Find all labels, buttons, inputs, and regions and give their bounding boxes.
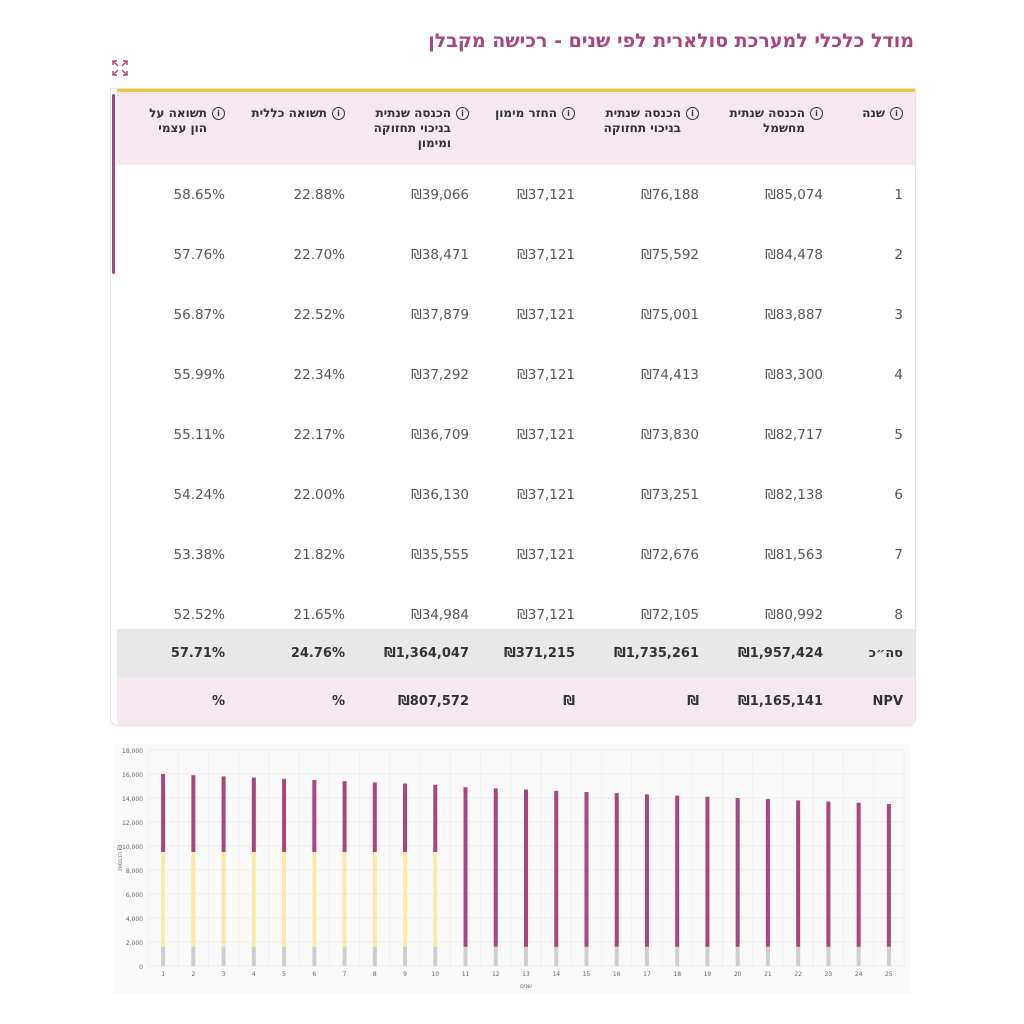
table-cell: ₪75,592 xyxy=(641,247,699,263)
x-tick-label: 20 xyxy=(733,971,742,978)
table-cell: ₪37,121 xyxy=(517,367,575,383)
table-cell: 22.17% xyxy=(293,427,345,443)
table-scrollbar[interactable] xyxy=(112,94,115,274)
x-tick-label: 16 xyxy=(612,971,621,978)
x-tick-label: 24 xyxy=(854,971,863,978)
x-tick-label: 2 xyxy=(191,971,196,978)
bar-segment xyxy=(373,782,377,852)
expand-icon[interactable] xyxy=(112,60,128,76)
table-cell: 7 xyxy=(894,547,903,563)
table-cell: ₪72,676 xyxy=(641,547,699,563)
table-cell: 54.24% xyxy=(173,487,225,503)
bar-segment xyxy=(796,800,800,946)
table-cell: ₪75,001 xyxy=(641,307,699,323)
x-tick-label: 22 xyxy=(794,971,802,978)
table-cell: 55.99% xyxy=(173,367,225,383)
bar-segment xyxy=(282,852,286,947)
bar-segment xyxy=(433,852,437,947)
bar-segment xyxy=(312,947,316,966)
bar-segment xyxy=(403,947,407,966)
table-cell: ₪35,555 xyxy=(411,547,469,563)
x-tick-label: 11 xyxy=(461,971,470,978)
bar-segment xyxy=(252,852,256,947)
table-cell: 21.82% xyxy=(293,547,345,563)
bar-segment xyxy=(554,791,558,947)
bar-segment xyxy=(252,778,256,852)
bar-segment xyxy=(826,947,830,966)
bar-segment xyxy=(343,947,347,966)
bar-segment xyxy=(222,947,226,966)
table-cell: ₪82,717 xyxy=(765,427,823,443)
table-cell: ₪82,138 xyxy=(765,487,823,503)
total-cell: 57.71% xyxy=(170,645,225,661)
chart-background xyxy=(114,744,910,994)
bar-segment xyxy=(554,947,558,966)
bar-segment xyxy=(282,947,286,966)
bar-segment xyxy=(312,780,316,852)
y-axis-label: הכנסות ₪ xyxy=(117,845,124,871)
bar-segment xyxy=(222,852,226,947)
bar-segment xyxy=(282,779,286,852)
table-cell: 56.87% xyxy=(173,307,225,323)
bar-segment xyxy=(161,947,165,966)
y-tick-label: 8,000 xyxy=(125,868,143,875)
npv-cell: ₪ xyxy=(687,693,699,709)
table-cell: 22.52% xyxy=(293,307,345,323)
info-icon[interactable]: i xyxy=(890,107,903,120)
bar-segment xyxy=(705,947,709,966)
bar-segment xyxy=(675,796,679,947)
table-row xyxy=(117,285,915,346)
table-cell: 3 xyxy=(894,307,903,323)
header-cell-income-net-all: i הכנסה שנתית בניכוי תחזוקה ומימון xyxy=(357,106,481,151)
income-chart-svg xyxy=(114,744,910,994)
table-cell: ₪36,709 xyxy=(411,427,469,443)
header-cell-year: i שנה xyxy=(835,106,915,121)
table-cell: ₪37,121 xyxy=(517,547,575,563)
bar-segment xyxy=(161,774,165,852)
bar-segment xyxy=(584,947,588,966)
table-cell: ₪37,879 xyxy=(411,307,469,323)
table-cell: 57.76% xyxy=(173,247,225,263)
bar-segment xyxy=(494,947,498,966)
table-cell: 55.11% xyxy=(173,427,225,443)
bar-segment xyxy=(736,798,740,947)
npv-cell: ₪ xyxy=(563,693,575,709)
table-row xyxy=(117,465,915,526)
data-table xyxy=(110,88,916,726)
x-tick-label: 3 xyxy=(221,971,226,978)
y-tick-label: 18,000 xyxy=(122,748,143,755)
table-cell: ₪74,413 xyxy=(641,367,699,383)
x-tick-label: 10 xyxy=(431,971,440,978)
total-cell: 24.76% xyxy=(290,645,345,661)
bar-segment xyxy=(826,802,830,947)
table-header xyxy=(117,92,915,165)
total-cell: ₪1,957,424 xyxy=(738,645,823,661)
table-cell: ₪76,188 xyxy=(641,187,699,203)
bar-segment xyxy=(615,947,619,966)
y-tick-label: 0 xyxy=(139,964,143,971)
x-tick-label: 19 xyxy=(703,971,712,978)
npv-cell: % xyxy=(211,693,225,709)
header-cell-total-return: i תשואה כללית xyxy=(237,106,357,121)
bar-segment xyxy=(403,784,407,852)
bar-segment xyxy=(766,947,770,966)
bar-segment xyxy=(615,793,619,947)
bar-segment xyxy=(645,794,649,946)
table-cell: ₪37,121 xyxy=(517,427,575,443)
table-cell: ₪84,478 xyxy=(765,247,823,263)
table-cell: ₪34,984 xyxy=(411,607,469,623)
npv-cell: ₪1,165,141 xyxy=(738,693,823,709)
bar-segment xyxy=(675,947,679,966)
bar-segment xyxy=(494,788,498,946)
table-cell: ₪39,066 xyxy=(411,187,469,203)
table-row xyxy=(117,225,915,286)
header-cell-equity-return: i תשואה על הון עצמי xyxy=(117,106,237,136)
x-tick-label: 15 xyxy=(582,971,591,978)
npv-cell: ₪807,572 xyxy=(398,693,469,709)
table-cell: ₪37,121 xyxy=(517,487,575,503)
table-cell: 21.65% xyxy=(293,607,345,623)
x-tick-label: 17 xyxy=(643,971,651,978)
x-tick-label: 8 xyxy=(372,971,377,978)
total-cell: ₪1,735,261 xyxy=(614,645,699,661)
x-tick-label: 12 xyxy=(491,971,500,978)
table-cell: ₪37,121 xyxy=(517,607,575,623)
table-cell: ₪73,830 xyxy=(641,427,699,443)
total-cell: סה״כ xyxy=(868,645,903,661)
x-tick-label: 21 xyxy=(764,971,772,978)
table-cell: 1 xyxy=(894,187,903,203)
table-cell: ₪81,563 xyxy=(765,547,823,563)
bar-segment xyxy=(736,947,740,966)
table-cell: 22.88% xyxy=(293,187,345,203)
info-icon[interactable]: i xyxy=(810,107,823,120)
table-cell: 22.70% xyxy=(293,247,345,263)
table-cell: ₪85,074 xyxy=(765,187,823,203)
x-tick-label: 9 xyxy=(403,971,407,978)
bar-segment xyxy=(887,947,891,966)
table-cell: 22.34% xyxy=(293,367,345,383)
bar-segment xyxy=(222,776,226,852)
info-icon[interactable]: i xyxy=(212,107,225,120)
bar-segment xyxy=(464,947,468,966)
bar-segment xyxy=(433,785,437,852)
table-cell: ₪72,105 xyxy=(641,607,699,623)
bar-segment xyxy=(343,781,347,852)
x-tick-label: 25 xyxy=(885,971,893,978)
bar-segment xyxy=(161,852,165,947)
bar-segment xyxy=(857,803,861,947)
table-cell: 52.52% xyxy=(173,607,225,623)
totals-row xyxy=(117,629,915,677)
table-cell: 58.65% xyxy=(173,187,225,203)
bar-segment xyxy=(191,775,195,852)
table-row xyxy=(117,405,915,466)
bar-segment xyxy=(887,804,891,947)
x-tick-label: 14 xyxy=(552,971,561,978)
info-icon[interactable]: i xyxy=(332,107,345,120)
info-icon[interactable]: i xyxy=(686,107,699,120)
y-tick-label: 10,000 xyxy=(122,844,143,851)
bar-segment xyxy=(464,787,468,947)
table-cell: ₪36,130 xyxy=(411,487,469,503)
table-row xyxy=(117,165,915,226)
page-title: מודל כלכלי למערכת סולארית לפי שנים - רכישה מקבלן xyxy=(428,30,914,52)
bar-segment xyxy=(373,852,377,947)
bar-segment xyxy=(373,947,377,966)
npv-row xyxy=(117,677,915,725)
table-cell: ₪37,121 xyxy=(517,247,575,263)
bar-segment xyxy=(524,790,528,947)
bar-segment xyxy=(705,797,709,947)
x-tick-label: 23 xyxy=(824,971,833,978)
total-cell: ₪1,364,047 xyxy=(384,645,469,661)
bar-segment xyxy=(766,799,770,947)
npv-cell: NPV xyxy=(872,693,903,709)
info-icon[interactable]: i xyxy=(562,107,575,120)
y-tick-label: 14,000 xyxy=(122,796,143,803)
bar-segment xyxy=(584,792,588,947)
bar-segment xyxy=(796,947,800,966)
total-cell: ₪371,215 xyxy=(504,645,575,661)
bar-segment xyxy=(252,947,256,966)
x-tick-label: 7 xyxy=(342,971,347,978)
table-cell: ₪80,992 xyxy=(765,607,823,623)
y-tick-label: 2,000 xyxy=(125,940,143,947)
bar-segment xyxy=(312,852,316,947)
table-cell: 6 xyxy=(894,487,903,503)
y-tick-label: 4,000 xyxy=(125,916,143,923)
x-tick-label: 13 xyxy=(522,971,530,978)
table-cell: 2 xyxy=(894,247,903,263)
table-cell: ₪37,292 xyxy=(411,367,469,383)
x-tick-label: 6 xyxy=(312,971,317,978)
header-cell-income-net-maintenance: i הכנסה שנתית בניכוי תחזוקה xyxy=(587,106,711,136)
info-icon[interactable]: i xyxy=(456,107,469,120)
x-tick-label: 1 xyxy=(161,971,166,978)
y-tick-label: 6,000 xyxy=(125,892,143,899)
table-cell: 5 xyxy=(894,427,903,443)
table-cell: ₪37,121 xyxy=(517,187,575,203)
x-tick-label: 5 xyxy=(282,971,286,978)
bar-segment xyxy=(343,852,347,947)
table-cell: 8 xyxy=(894,607,903,623)
bar-segment xyxy=(524,947,528,966)
table-cell: ₪83,300 xyxy=(765,367,823,383)
table-cell: ₪73,251 xyxy=(641,487,699,503)
bar-segment xyxy=(191,947,195,966)
bar-segment xyxy=(645,947,649,966)
income-chart xyxy=(114,744,910,994)
table-row xyxy=(117,345,915,406)
header-cell-income: i הכנסה שנתית מחשמל xyxy=(711,106,835,136)
table-row xyxy=(117,525,915,586)
npv-cell: % xyxy=(331,693,345,709)
table-cell: 22.00% xyxy=(293,487,345,503)
bar-segment xyxy=(191,852,195,947)
y-tick-label: 16,000 xyxy=(122,772,143,779)
bar-segment xyxy=(857,947,861,966)
y-tick-label: 12,000 xyxy=(122,820,143,827)
header-cell-financing: i החזר מימון xyxy=(481,106,587,121)
x-tick-label: 4 xyxy=(251,971,256,978)
x-axis-label: שנים xyxy=(520,983,532,990)
x-tick-label: 18 xyxy=(673,971,682,978)
bar-segment xyxy=(433,947,437,966)
table-cell: ₪38,471 xyxy=(411,247,469,263)
bar-segment xyxy=(403,852,407,947)
table-cell: ₪83,887 xyxy=(765,307,823,323)
table-cell: ₪37,121 xyxy=(517,307,575,323)
table-cell: 53.38% xyxy=(173,547,225,563)
table-cell: 4 xyxy=(894,367,903,383)
